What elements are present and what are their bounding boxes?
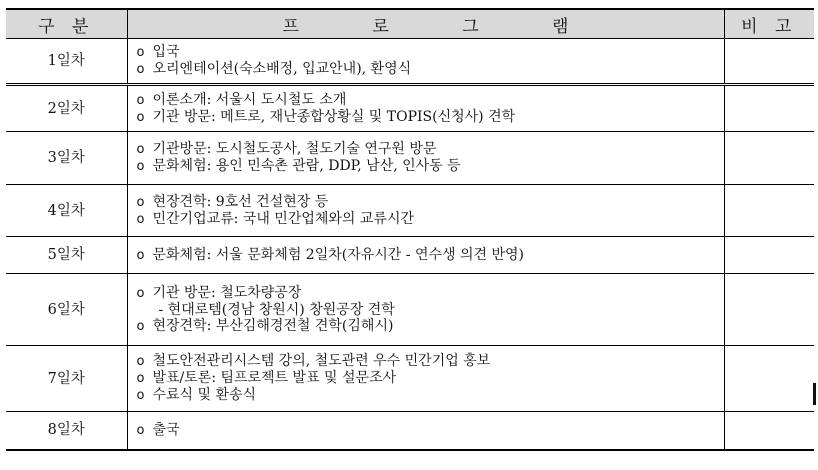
program-line: o 민간기업교류: 국내 민간업체와의 교류시간 <box>136 210 414 227</box>
schedule-table-wrapper <box>6 8 814 451</box>
header-program <box>127 9 724 39</box>
bullet-icon: o <box>136 92 145 108</box>
program-cell <box>127 412 724 450</box>
program-cell <box>127 185 724 237</box>
program-cell <box>127 346 724 412</box>
table-row <box>6 185 814 237</box>
bullet-icon: o <box>136 285 145 301</box>
schedule-table <box>6 8 814 451</box>
day-cell: 3일차 <box>6 132 127 185</box>
program-line: o 기관 방문: 철도차량공장 <box>136 284 302 301</box>
table-row <box>6 132 814 185</box>
bullet-icon: o <box>136 194 145 210</box>
bullet-icon: o <box>136 142 145 157</box>
program-line: o 기관방문: 도시철도공사, 철도기술 연구원 방문 <box>136 141 437 157</box>
program-cell <box>127 237 724 274</box>
bullet-icon: o <box>136 109 145 125</box>
header-program-label: 프 로 그 램 <box>282 16 603 37</box>
bullet-icon: o <box>136 318 145 334</box>
program-line: o 발표/토론: 팀프로젝트 발표 및 설문조사 <box>136 370 397 386</box>
table-row <box>6 274 814 346</box>
day-cell: 6일차 <box>6 274 127 346</box>
bullet-icon: o <box>136 62 145 77</box>
bullet-icon: o <box>136 422 145 438</box>
note-cell <box>724 39 814 85</box>
program-line: o 오리엔테이션(숙소배정, 입교안내), 환영식 <box>136 61 412 77</box>
day-cell: 4일차 <box>6 185 127 237</box>
program-line: o 수료식 및 환송식 <box>136 387 257 403</box>
program-line: o 현장견학: 부산김해경전철 견학(김해시) <box>136 317 394 334</box>
program-cell <box>127 85 724 132</box>
day-cell: 8일차 <box>6 412 127 450</box>
program-line: o 철도안전관리시스템 강의, 철도관련 우수 민간기업 홍보 <box>136 353 491 369</box>
bullet-icon: o <box>136 45 145 60</box>
program-line: o 출국 <box>136 421 180 438</box>
note-cell <box>724 346 814 412</box>
bullet-icon: o <box>136 371 145 386</box>
bullet-icon: o <box>136 354 145 369</box>
program-cell <box>127 39 724 85</box>
note-cell <box>724 412 814 450</box>
day-cell: 2일차 <box>6 85 127 132</box>
note-cell <box>724 274 814 346</box>
header-day: 구 분 <box>6 9 127 39</box>
day-cell: 1일차 <box>6 39 127 85</box>
program-subline: - 현대로템(경남 창원시) 창원공장 견학 <box>158 301 395 318</box>
program-line: o 입국 <box>136 44 180 60</box>
note-cell <box>724 237 814 274</box>
note-cell <box>724 132 814 185</box>
program-line: o 현장견학: 9호선 건설현장 등 <box>136 193 329 210</box>
table-row <box>6 346 814 412</box>
header-note: 비 고 <box>724 9 814 39</box>
bullet-icon: o <box>136 159 145 174</box>
program-line: o 기관 방문: 메트로, 재난종합상황실 및 TOPIS(신청사) 견학 <box>136 108 516 125</box>
table-row <box>6 39 814 85</box>
header-row <box>6 9 814 39</box>
program-cell <box>127 132 724 185</box>
table-row <box>6 237 814 274</box>
day-cell: 7일차 <box>6 346 127 412</box>
program-cell <box>127 274 724 346</box>
bullet-icon: o <box>136 388 145 403</box>
program-line: o 이론소개: 서울시 도시철도 소개 <box>136 91 347 108</box>
bullet-icon: o <box>136 211 145 227</box>
program-line: o 문화체험: 용인 민속촌 관람, DDP, 남산, 인사동 등 <box>136 158 461 174</box>
program-line: o 문화체험: 서울 문화체험 2일차(자유시간 - 연수생 의견 반영) <box>136 246 524 263</box>
table-row <box>6 412 814 450</box>
page-edge-mark <box>813 383 816 405</box>
note-cell <box>724 185 814 237</box>
note-cell <box>724 85 814 132</box>
bullet-icon: o <box>136 247 145 263</box>
day-cell: 5일차 <box>6 237 127 274</box>
table-row <box>6 85 814 132</box>
